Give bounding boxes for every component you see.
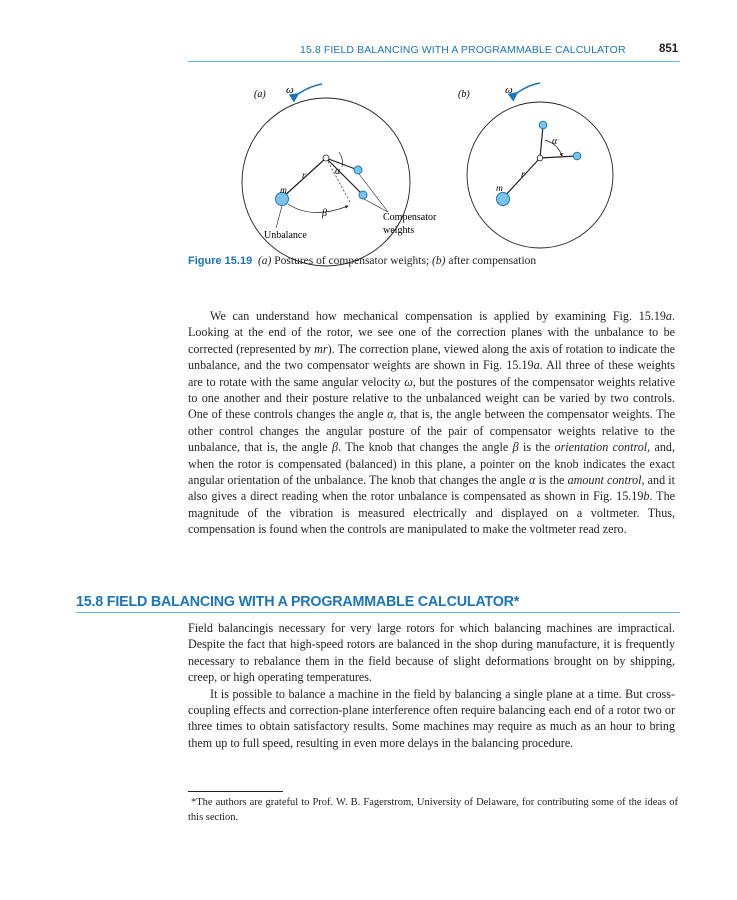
text-run: , but the postures of the compensator weights relative to one another and their posture relative to the unbalanced weight can be varied by two controls. One of these controls changes the angle	[188, 374, 675, 422]
panel-a-compensator-weight-2	[359, 191, 367, 199]
caption-b: (b)	[432, 255, 446, 267]
figure-panel-b	[458, 83, 613, 248]
page-number: 851	[659, 43, 679, 55]
body-section-text	[188, 620, 675, 751]
paragraph-mechanical-compensation	[188, 308, 675, 538]
panel-a-compensator-weight-1	[354, 166, 362, 174]
text-run: is the	[535, 473, 568, 488]
text-run: . Looking at the end of the rotor, we see one of the correction planes with the unbalance to be corrected (represented by	[188, 309, 675, 356]
section-heading: 15.8 FIELD BALANCING WITH A PROGRAMMABLE CALCULATOR*	[76, 594, 680, 613]
panel-b-compensator-weight-1	[539, 121, 547, 129]
footnote-text: *The authors are grateful to Prof. W. B. Fagerstrom, University of Delaware, for contributing some of the ideas of this section.	[188, 797, 678, 823]
figure-caption	[188, 254, 680, 268]
text-run: . The magnitude of the vibration is measured electrically and displayed on a voltmeter. Thus, compensation is found when the controls are manipulated to make the voltmeter read zero.	[188, 489, 675, 537]
panel-a-center-pivot	[323, 155, 329, 161]
panel-b-unbalance-mass	[497, 193, 510, 206]
italic-run: α	[387, 407, 394, 422]
italic-run: β	[332, 440, 339, 455]
panel-b-center-pivot	[537, 155, 543, 161]
figure-caption-label: Figure 15.19	[188, 255, 253, 267]
italic-run: orientation control	[554, 440, 648, 455]
panel-a-compensator-label-line2: weights	[383, 225, 415, 236]
italic-run: α	[528, 473, 536, 488]
text-run: is the	[518, 440, 555, 455]
panel-b-r-label: r	[521, 170, 525, 180]
italic-run: a	[665, 309, 672, 323]
panel-a-r-label: r	[302, 171, 306, 181]
panel-a-m-label: m	[280, 186, 287, 196]
italic-run: ω	[404, 374, 413, 389]
text-run: . The knob that changes the angle	[338, 440, 513, 455]
panel-b-compensator-arm-2	[540, 156, 576, 158]
panel-b-m-label: m	[496, 184, 503, 194]
panel-a-unbalance-label: Unbalance	[264, 230, 307, 241]
panel-b-alpha-label: α	[552, 136, 558, 147]
italic-run: a	[533, 358, 540, 373]
panel-a-rotation-arrow	[298, 84, 322, 94]
running-head-title: 15.8 FIELD BALANCING WITH A PROGRAMMABLE CALCULATOR	[300, 44, 626, 56]
panel-a-beta-label: β	[322, 208, 327, 219]
paragraph-single-plane: It is possible to balance a machine in the field by balancing a single plane at a time. But cross-coupling effects and correction-plane interference often require balancing each end of a rotor two or three times to obtain satisfactory results. Some machines may require as much as an hour to bring them up to full speed, resulting in even more delays in the balancing procedure.	[188, 686, 675, 750]
panel-a-label: (a)	[254, 89, 266, 100]
panel-a-compensator-leader-2	[364, 199, 388, 212]
figure-panel-a	[242, 84, 437, 266]
caption-a: (a)	[257, 255, 272, 267]
panel-b-label: (b)	[458, 89, 470, 100]
text-run: , that is, the angle between the compensator weights. The other control changes the angular posture of the pair of compensator weights relative to the unbalance, that is, the angle	[188, 407, 675, 455]
panel-a-compensator-label-line1: Compensator	[383, 212, 437, 223]
panel-b-omega: ω	[505, 84, 513, 96]
italic-run: amount control	[567, 473, 642, 488]
text-run: We can understand how mechanical compensation is applied by examining Fig. 15.19	[210, 309, 666, 323]
body-paragraph-1	[188, 308, 675, 538]
text-run: , and it also gives a direct reading when the rotor unbalance is compensated as shown in Fig. 15.19	[188, 473, 675, 504]
panel-a-alpha-arc	[339, 152, 343, 167]
figure-15-19	[230, 78, 660, 248]
caption-text-b: after compensation	[445, 255, 537, 267]
panel-a-omega: ω	[286, 84, 294, 96]
panel-a-compensator-arm-2	[326, 158, 363, 195]
italic-run: b	[643, 489, 650, 504]
panel-b-compensator-weight-2	[573, 152, 581, 160]
panel-a-alpha-label: α	[335, 166, 341, 177]
text-run: , and, when the rotor is compensated (balanced) in this plane, a pointer on the knob indicates the exact angular orientation of the unbalance. The knob that changes the angle	[188, 440, 675, 488]
paragraph-field-balancing: Field balancingis necessary for very large rotors for which balancing machines are impractical. Despite the fact that high-speed rotors are balanced in the shop during manufacture, it is frequently necessary to rebalance them in the field because of slight deformations brought on by shipping, creep, or high operating temperatures.	[188, 621, 675, 685]
text-run: ). The correction plane, viewed along the axis of rotation to indicate the unbalance, and the two compensator weights are shown in Fig. 15.19	[188, 341, 676, 373]
footnote	[188, 796, 678, 825]
caption-text-a: Postures of compensator weights;	[271, 255, 433, 267]
panel-b-rotation-arrow	[517, 83, 540, 93]
italic-run: β	[512, 440, 519, 455]
panel-a-beta-arc	[288, 204, 348, 213]
panel-b-compensator-arm-1	[540, 126, 543, 158]
panel-a-unbalance-leader	[276, 206, 282, 228]
italic-run: mr	[314, 341, 328, 356]
header-rule	[188, 61, 680, 62]
panel-a-resultant-line	[326, 158, 350, 202]
text-run: . All three of these weights are to rotate with the same angular velocity	[188, 358, 675, 389]
footnote-rule	[188, 791, 283, 792]
